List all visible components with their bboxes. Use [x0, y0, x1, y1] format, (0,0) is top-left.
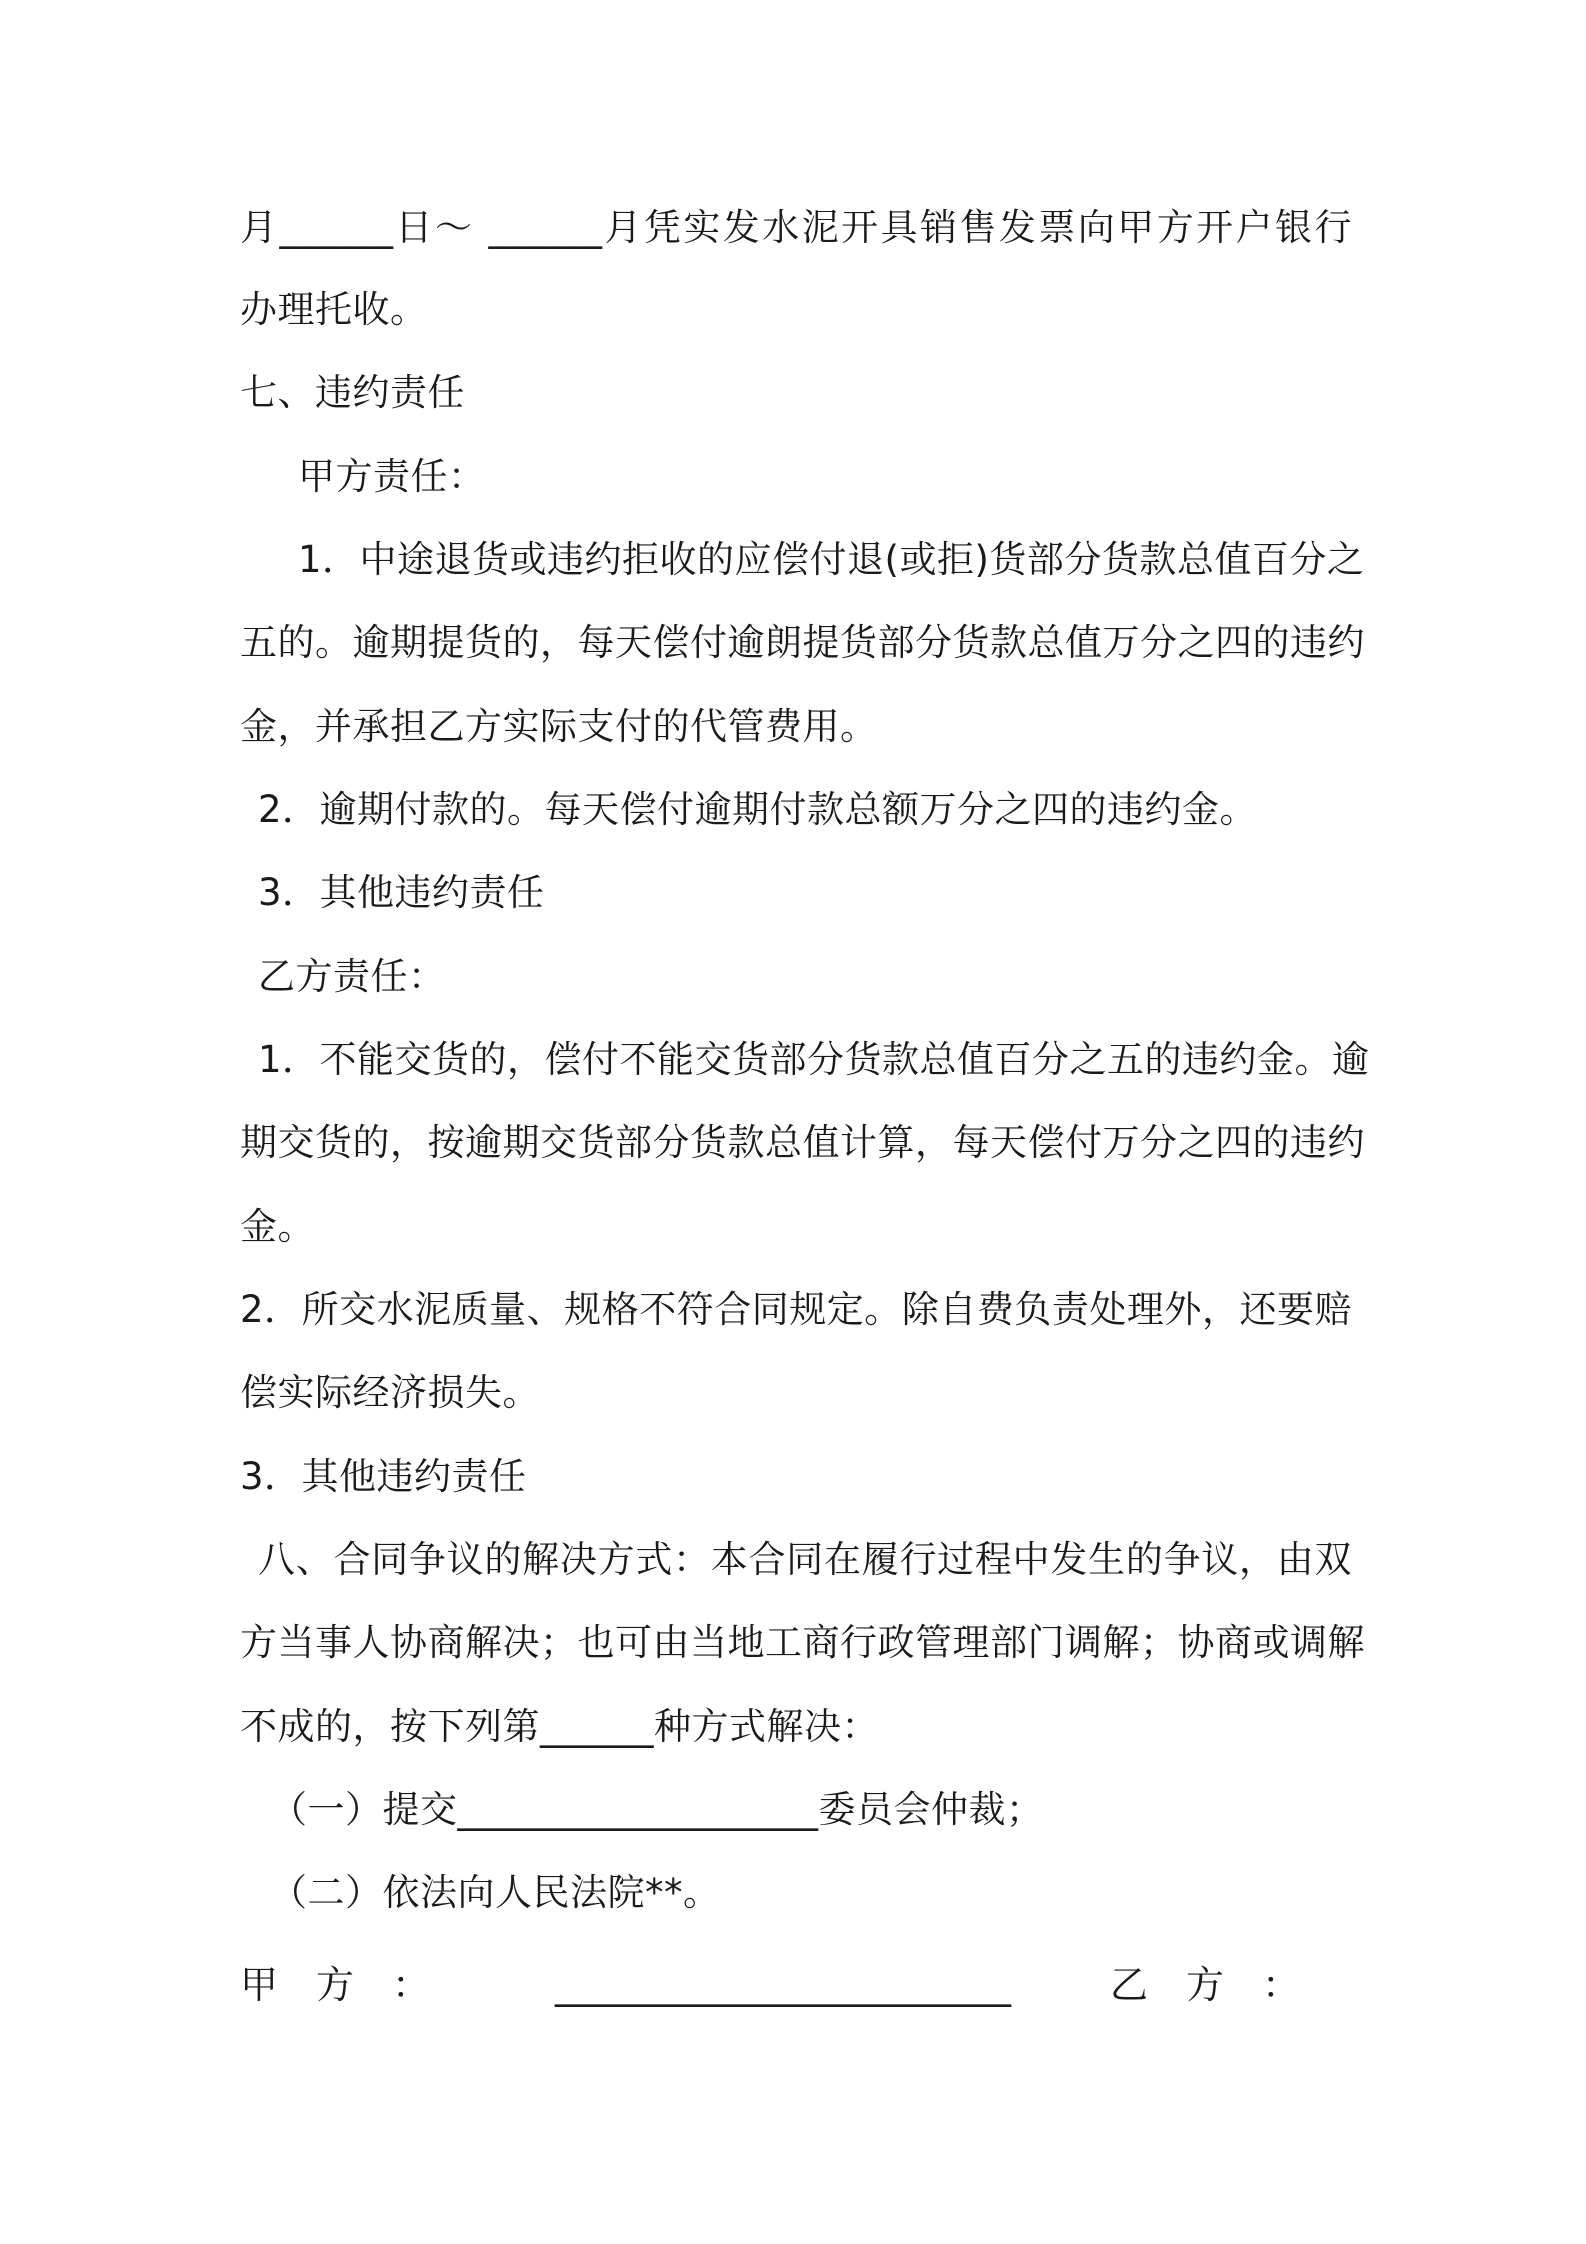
text-line-party-b-item1: 1．不能交货的，偿付不能交货部分货款总值百分之五的违约金。逾: [258, 1038, 1370, 1081]
text-line-dispute-cont: 方当事人协商解决；也可由当地工商行政管理部门调解；协商或调解: [240, 1621, 1365, 1664]
text-line-party-b-item1-end: 金。: [240, 1205, 315, 1248]
text-line-party-b-item2-end: 偿实际经济损失。: [240, 1371, 540, 1414]
text-line-option-court: （二）依法向人民法院**。: [270, 1871, 721, 1914]
text-line-party-a-item1-cont: 五的。逾期提货的，每天偿付逾朗提货部分货款总值万分之四的违约: [240, 621, 1365, 664]
section-heading-breach-liability: 七、违约责任: [240, 371, 465, 414]
subheading-party-b-liability: 乙方责任：: [258, 955, 446, 998]
text-line-party-a-item3: 3．其他违约责任: [258, 871, 545, 914]
text-line-party-b-item2: 2．所交水泥质量、规格不符合同规定。除自费负责处理外，还要赔: [240, 1288, 1352, 1331]
text-line-party-a-item2: 2．逾期付款的。每天偿付逾期付款总额万分之四的违约金。: [258, 788, 1258, 831]
signature-label-party-b: 乙 方 ：: [1110, 1963, 1301, 2007]
text-line-party-b-item3: 3．其他违约责任: [240, 1455, 527, 1498]
text-line-party-a-item1-end: 金，并承担乙方实际支付的代管费用。: [240, 705, 878, 748]
section-heading-dispute-resolution: 八、合同争议的解决方式：本合同在履行过程中发生的争议，由双: [258, 1538, 1352, 1581]
text-line-collection: 办理托收。: [240, 288, 428, 331]
text-line-option-arbitration: （一）提交___________________委员会仲裁；: [270, 1788, 1044, 1831]
text-line-payment-period: 月______日～ ______月凭实发水泥开具销售发票向甲方开户银行: [240, 206, 1352, 249]
signature-blank-party-a: ________________________: [555, 1963, 1011, 2007]
text-line-party-b-item1-cont: 期交货的，按逾期交货部分货款总值计算，每天偿付万分之四的违约: [240, 1121, 1365, 1164]
subheading-party-a-liability: 甲方责任：: [298, 455, 486, 498]
signature-label-party-a: 甲 方 ：: [240, 1963, 431, 2007]
text-line-party-a-item1: 1．中途退货或违约拒收的应偿付退(或拒)货部分货款总值百分之: [298, 538, 1365, 581]
text-line-dispute-method: 不成的，按下列第______种方式解决：: [240, 1705, 879, 1748]
